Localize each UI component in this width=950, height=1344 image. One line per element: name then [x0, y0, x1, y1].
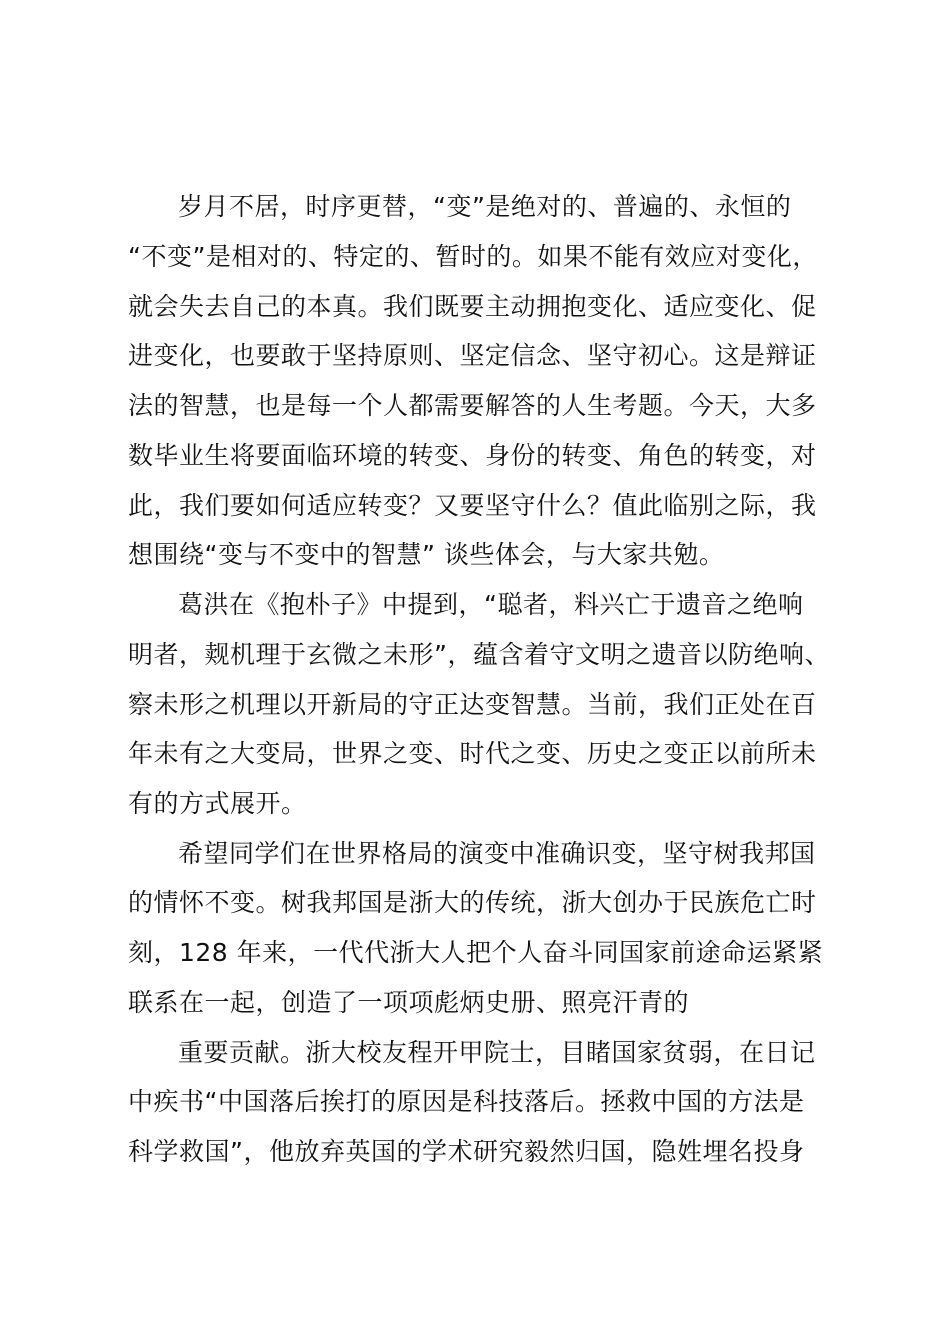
paragraph-3-line-2: 的情怀不变。树我邦国是浙大的传统，浙大创办于民族危亡时 — [128, 888, 817, 917]
paragraph-1-line-5: 法的智慧，也是每一个人都需要解答的人生考题。今天，大多 — [128, 391, 817, 420]
paragraph-4-line-3: 科学救国”，他放弃英国的学术研究毅然归国，隐姓埋名投身 — [128, 1137, 805, 1166]
paragraph-1-line-1: 岁月不居，时序更替，“变”是绝对的、普遍的、永恒的 — [178, 192, 792, 221]
paragraph-4-line-2: 中疾书“中国落后挨打的原因是科技落后。拯救中国的方法是 — [128, 1087, 805, 1116]
paragraph-3-line-1: 希望同学们在世界格局的演变中准确识变，坚守树我邦国 — [178, 839, 816, 868]
paragraph-3-line-3: 刻，128 年来，一代代浙大人把个人奋斗同国家前途命运紧紧 — [128, 938, 824, 967]
paragraph-2-line-2: 明者，觌机理于玄微之未形”，蕴含着守文明之遗音以防绝响、 — [128, 640, 830, 669]
paragraph-2-line-1: 葛洪在《抱朴子》中提到，“聪者，料兴亡于遗音之绝响 — [178, 590, 804, 619]
paragraph-4-line-1: 重要贡献。浙大校友程开甲院士，目睹国家贫弱，在日记 — [178, 1038, 816, 1067]
paragraph-1-line-7: 此，我们要如何适应转变？又要坚守什么？值此临别之际，我 — [128, 491, 817, 520]
paragraph-1-line-6: 数毕业生将要面临环境的转变、身份的转变、角色的转变，对 — [128, 441, 817, 470]
paragraph-2-line-5: 有的方式展开。 — [128, 789, 307, 818]
paragraph-1-line-2: “不变”是相对的、特定的、暂时的。如果不能有效应对变化， — [128, 242, 818, 271]
paragraph-1-line-4: 进变化，也要敢于坚持原则、坚定信念、坚守初心。这是辩证 — [128, 341, 817, 370]
paragraph-1-line-3: 就会失去自己的本真。我们既要主动拥抱变化、适应变化、促 — [128, 292, 817, 321]
paragraph-3-line-4: 联系在一起，创造了一项项彪炳史册、照亮汗青的 — [128, 988, 690, 1017]
paragraph-1-line-8: 想围绕“变与不变中的智慧” 谈些体会，与大家共勉。 — [128, 540, 725, 569]
paragraph-2-line-4: 年未有之大变局，世界之变、时代之变、历史之变正以前所未 — [128, 739, 817, 768]
paragraph-2-line-3: 察未形之机理以开新局的守正达变智慧。当前，我们正处在百 — [128, 690, 817, 719]
